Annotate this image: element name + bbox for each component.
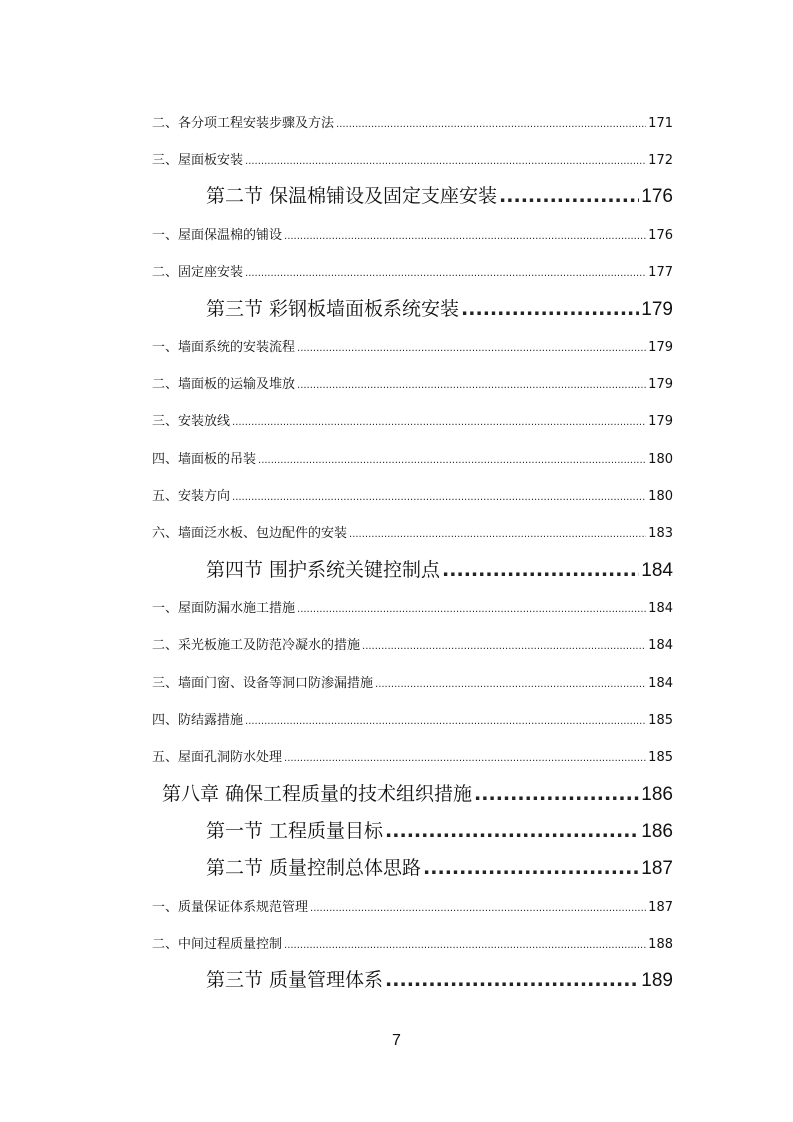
- toc-entry-page: 189: [641, 970, 673, 991]
- toc-entry[interactable]: [152, 933, 673, 952]
- toc-entry-label: 二、各分项工程安装步骤及方法: [152, 116, 335, 131]
- toc-section-entry[interactable]: [206, 816, 673, 843]
- toc-entry-label: 第二节 质量控制总体思路: [206, 857, 422, 879]
- toc-entry[interactable]: [152, 410, 673, 429]
- toc-entry-page: 179: [648, 377, 673, 392]
- toc-entry[interactable]: [152, 373, 673, 392]
- toc-entry-label: 四、防结露措施: [152, 713, 244, 728]
- toc-entry-page: 184: [648, 601, 673, 616]
- toc-entry-label: 三、安装放线: [152, 414, 231, 429]
- toc-entry-label: 二、中间过程质量控制: [152, 937, 283, 952]
- toc-entry-page: 176: [648, 228, 673, 243]
- dot-leader: [375, 679, 646, 690]
- dot-leader: [284, 231, 646, 242]
- toc-entry-label: 一、屋面防漏水施工措施: [152, 601, 296, 616]
- toc-entry-page: 186: [641, 784, 673, 805]
- toc-section-entry[interactable]: [206, 555, 673, 582]
- toc-entry-label: 二、墙面板的运输及堆放: [152, 377, 296, 392]
- toc-entry-label: 五、安装方向: [152, 489, 231, 504]
- toc-entry-page: 179: [648, 340, 673, 355]
- dot-leader: [385, 820, 639, 842]
- toc-entry[interactable]: [152, 746, 673, 765]
- toc-entry-page: 185: [648, 713, 673, 728]
- toc-entry-page: 188: [648, 937, 673, 952]
- toc-section-entry[interactable]: [206, 853, 673, 880]
- toc-entry-label: 三、屋面板安装: [152, 153, 244, 168]
- toc-entry[interactable]: [152, 522, 673, 541]
- toc-entry-label: 第三节 彩钢板墙面板系统安装: [206, 298, 460, 320]
- toc-entry-label: 第二节 保温棉铺设及固定支座安装: [206, 185, 498, 207]
- toc-entry-page: 187: [648, 900, 673, 915]
- dot-leader: [297, 380, 646, 391]
- toc-entry-page: 185: [648, 750, 673, 765]
- dot-leader: [499, 185, 639, 207]
- toc-entry-label: 五、屋面孔洞防水处理: [152, 750, 283, 765]
- toc-entry[interactable]: [152, 261, 673, 280]
- toc-entry[interactable]: [152, 149, 673, 168]
- dot-leader: [336, 119, 646, 130]
- dot-leader: [385, 969, 639, 991]
- toc-entry-label: 第八章 确保工程质量的技术组织措施: [162, 783, 473, 805]
- dot-leader: [442, 559, 639, 581]
- toc-entry-page: 172: [648, 153, 673, 168]
- toc-entry-label: 四、墙面板的吊装: [152, 452, 257, 467]
- toc-entry[interactable]: [152, 709, 673, 728]
- toc-entry-label: 六、墙面泛水板、包边配件的安装: [152, 526, 348, 541]
- dot-leader: [362, 641, 646, 652]
- toc-entry-label: 三、墙面门窗、设备等洞口防渗漏措施: [152, 676, 374, 691]
- toc-entry[interactable]: [152, 448, 673, 467]
- toc-entry-label: 第四节 围护系统关键控制点: [206, 559, 441, 581]
- toc-entry-page: 180: [648, 452, 673, 467]
- toc-entry-page: 176: [641, 186, 673, 207]
- dot-leader: [461, 298, 639, 320]
- toc-entry-label: 第一节 工程质量目标: [206, 820, 384, 842]
- toc-entry[interactable]: [152, 112, 673, 131]
- dot-leader: [245, 268, 646, 279]
- dot-leader: [297, 604, 646, 615]
- dot-leader: [232, 492, 646, 503]
- toc-entry-page: 183: [648, 526, 673, 541]
- dot-leader: [284, 940, 646, 951]
- dot-leader: [349, 529, 646, 540]
- toc-chapter-entry[interactable]: [162, 779, 673, 806]
- dot-leader: [232, 417, 646, 428]
- toc-entry-label: 第三节 质量管理体系: [206, 969, 384, 991]
- toc-entry-page: 184: [648, 676, 673, 691]
- toc-entry[interactable]: [152, 672, 673, 691]
- toc-entry-label: 一、屋面保温棉的铺设: [152, 228, 283, 243]
- dot-leader: [258, 455, 646, 466]
- toc-entry-page: 171: [648, 116, 673, 131]
- toc-entry-page: 184: [648, 638, 673, 653]
- toc-entry-page: 177: [648, 265, 673, 280]
- toc-section-entry[interactable]: [206, 181, 673, 208]
- toc-section-entry[interactable]: [206, 294, 673, 321]
- toc-entry-page: 179: [641, 299, 673, 320]
- toc-entry-label: 二、采光板施工及防范冷凝水的措施: [152, 638, 361, 653]
- toc-entry-page: 180: [648, 489, 673, 504]
- dot-leader: [297, 343, 646, 354]
- toc-entry-label: 一、墙面系统的安装流程: [152, 340, 296, 355]
- toc-entry-page: 186: [641, 821, 673, 842]
- dot-leader: [423, 857, 639, 879]
- toc-entry[interactable]: [152, 224, 673, 243]
- toc-entry-label: 一、质量保证体系规范管理: [152, 900, 309, 915]
- dot-leader: [245, 156, 646, 167]
- toc-entry[interactable]: [152, 634, 673, 653]
- toc-entry[interactable]: [152, 336, 673, 355]
- toc-entry-page: 184: [641, 560, 673, 581]
- dot-leader: [284, 753, 646, 764]
- toc-section-entry[interactable]: [206, 965, 673, 992]
- toc-entry[interactable]: [152, 896, 673, 915]
- dot-leader: [474, 783, 639, 805]
- dot-leader: [310, 903, 646, 914]
- toc-entry[interactable]: [152, 485, 673, 504]
- toc-entry-page: 179: [648, 414, 673, 429]
- toc-entry[interactable]: [152, 597, 673, 616]
- page-number: 7: [392, 1032, 401, 1049]
- dot-leader: [245, 716, 646, 727]
- toc-entry-page: 187: [641, 858, 673, 879]
- toc-entry-label: 二、固定座安装: [152, 265, 244, 280]
